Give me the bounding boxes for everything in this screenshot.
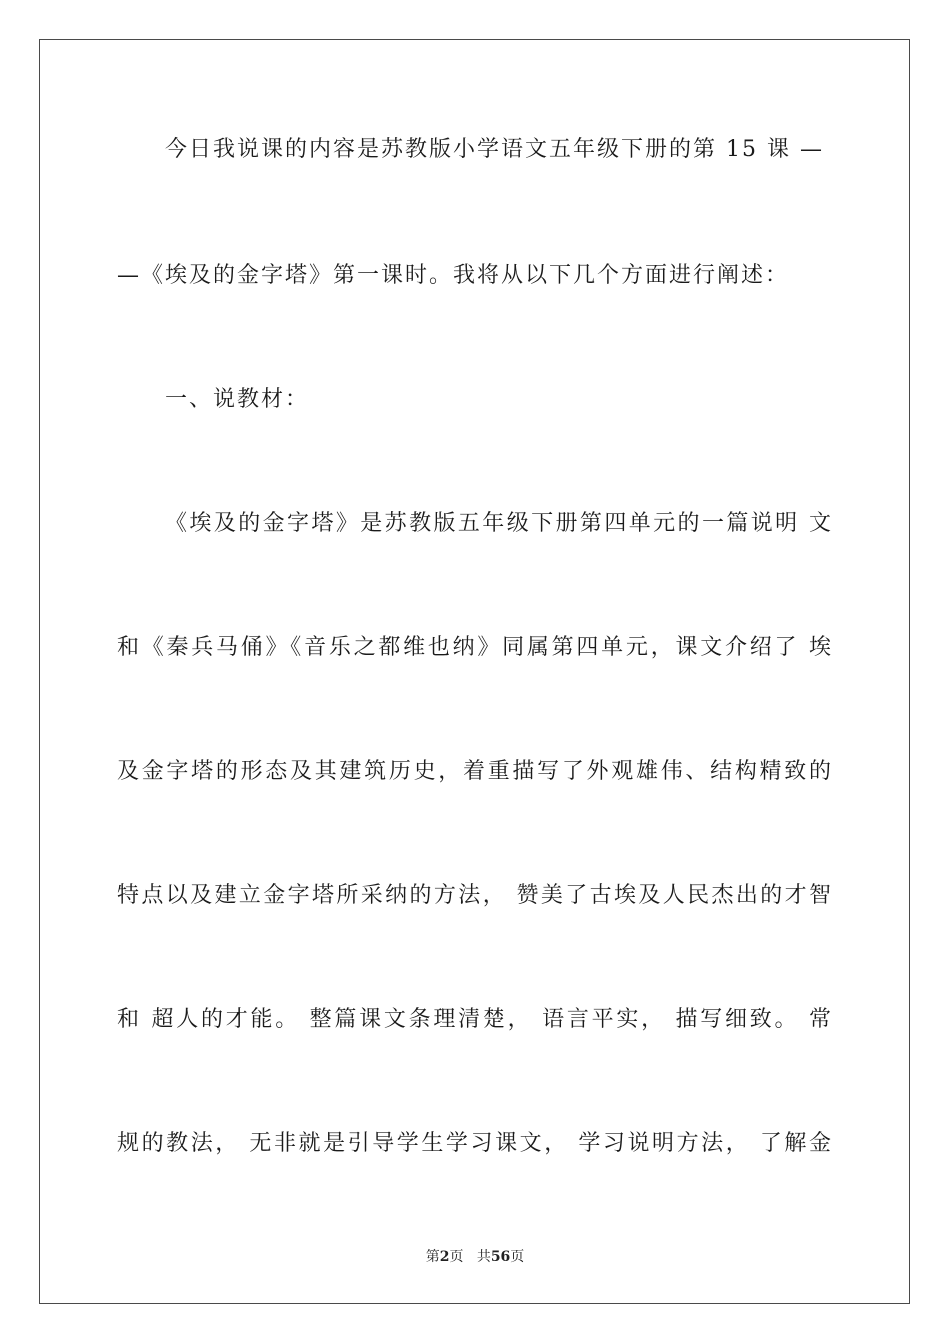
page-unit: 页 (449, 1249, 464, 1265)
total-unit: 页 (510, 1249, 525, 1265)
paragraph-line-1: 今日我说课的内容是苏教版小学语文五年级下册的第 15 课 — (165, 137, 824, 162)
paragraph-line-4: 《埃及的金字塔》是苏教版五年级下册第四单元的一篇说明 文 (165, 511, 833, 536)
page-footer (0, 1248, 950, 1266)
paragraph-line-6: 及金字塔的形态及其建筑历史，着重描写了外观雄伟、结构精致的 (117, 759, 833, 784)
page-label: 第 (425, 1249, 440, 1265)
page-number: 2 (439, 1249, 450, 1265)
total-pages: 56 (490, 1249, 511, 1265)
paragraph-line-7: 特点以及建立金字塔所采纳的方法， 赞美了古埃及人民杰出的才智 (117, 883, 833, 908)
page-border (39, 39, 910, 1304)
paragraph-line-8: 和 超人的才能。 整篇课文条理清楚， 语言平实， 描写细致。 常 (117, 1007, 833, 1032)
paragraph-line-2: —《埃及的金字塔》第一课时。我将从以下几个方面进行阐述： (117, 263, 790, 288)
paragraph-line-9: 规的教法， 无非就是引导学生学习课文， 学习说明方法， 了解金 (117, 1131, 833, 1156)
paragraph-line-5: 和《秦兵马俑》《音乐之都维也纳》同属第四单元，课文介绍了 埃 (117, 635, 833, 660)
total-label: 共 (476, 1249, 491, 1265)
section-heading: 一、说教材： (165, 387, 310, 412)
